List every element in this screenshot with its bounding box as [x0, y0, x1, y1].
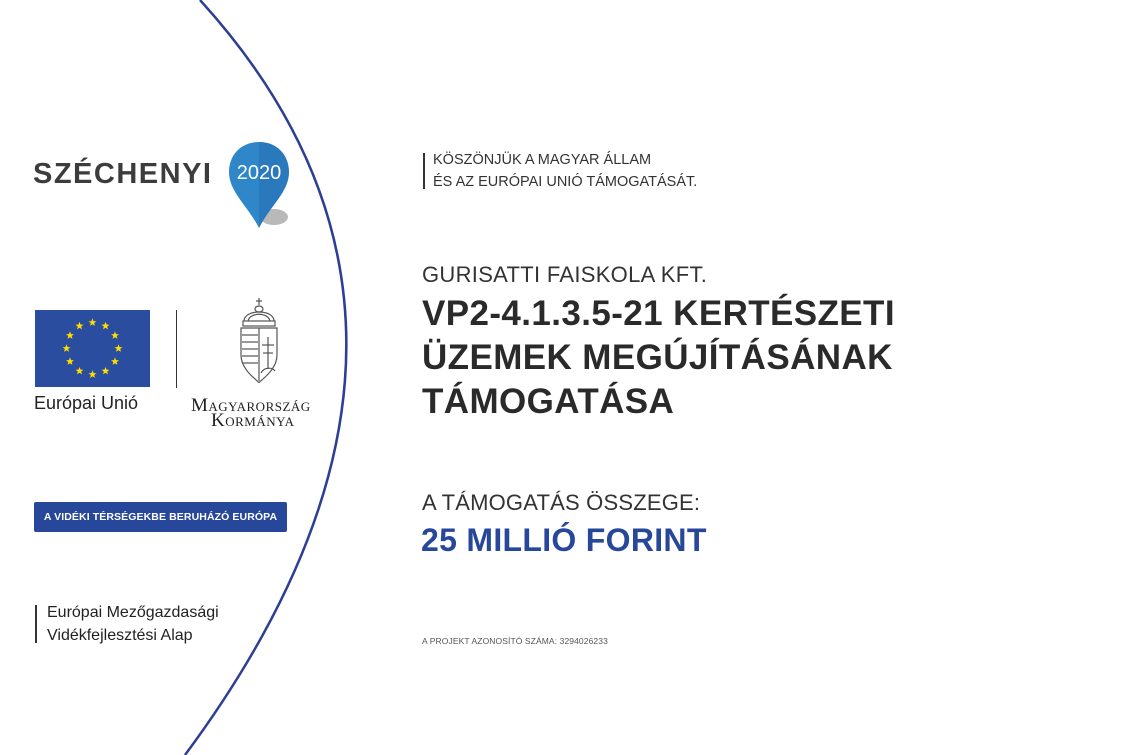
thanks-line1: KÖSZÖNJÜK A MAGYAR ÁLLAM [433, 152, 652, 168]
grant-amount-label: A TÁMOGATÁS ÖSSZEGE: [422, 490, 701, 515]
fund-name-line2: Vidékfejlesztési Alap [47, 627, 193, 644]
rural-investment-banner: A VIDÉKI TÉRSÉGEKBE BERUHÁZÓ EURÓPA [34, 502, 287, 532]
project-title-line3: TÁMOGATÁSA [422, 382, 675, 421]
szechenyi-wordmark: SZÉCHENYI [33, 158, 213, 190]
government-name-line1: Magyarország [191, 395, 311, 416]
eu-label: Európai Unió [34, 393, 139, 413]
project-id: A PROJEKT AZONOSÍTÓ SZÁMA: 3294026233 [422, 636, 608, 646]
fund-divider [35, 605, 37, 643]
szechenyi-year: 2020 [236, 162, 282, 184]
thanks-divider [423, 153, 425, 189]
project-title-line2: ÜZEMEK MEGÚJÍTÁSÁNAK [422, 338, 893, 377]
fund-name-line1: Európai Mezőgazdasági [47, 604, 219, 621]
eu-flag-icon [35, 310, 150, 387]
project-title [422, 292, 982, 424]
project-title-line1: VP2-4.1.3.5-21 KERTÉSZETI [422, 294, 895, 333]
coat-of-arms-icon [236, 297, 282, 385]
beneficiary-company: GURISATTI FAISKOLA KFT. [422, 262, 708, 287]
government-name-line2: Kormánya [211, 410, 295, 431]
thanks-line2: ÉS AZ EURÓPAI UNIÓ TÁMOGATÁSÁT. [433, 174, 698, 190]
szechenyi-2020-pin-icon [226, 140, 292, 232]
grant-amount-value: 25 MILLIÓ FORINT [421, 522, 707, 558]
logo-divider [176, 310, 177, 388]
